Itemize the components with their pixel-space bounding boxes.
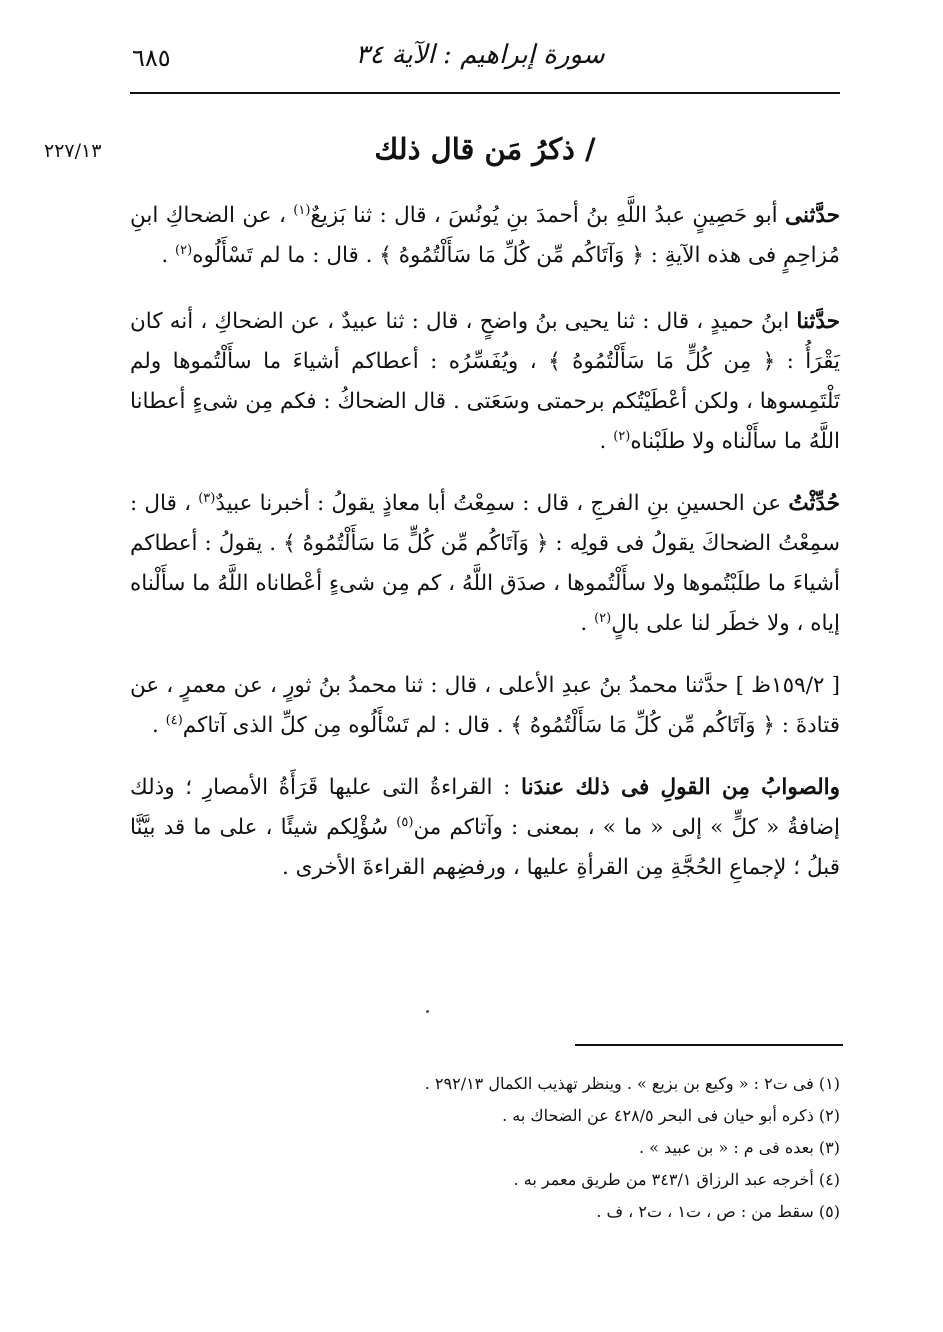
- paragraph-1: [130, 196, 840, 276]
- main-text: [130, 196, 840, 910]
- paragraph-lead: حُدِّثْتُ: [788, 491, 840, 516]
- footnote-marker[interactable]: (٥): [396, 814, 414, 830]
- footnote-4: (٤) أخرجه عبد الرزاق ٣٤٣/١ من طريق معمر به .: [513, 1170, 840, 1189]
- footnote-3: (٣) بعده فى م : « بن عبيد » .: [639, 1138, 840, 1157]
- paragraph-text: ، قال : سمِعْتُ الضحاكَ يقولُ فى قولِه : ﴿ وَآتَاكُم مِّن كُلٍّ مَا سَأَلْتُمُوهُ ﴾ . يقولُ : أعطاكم أشياءَ ما طلَبْتُموها ولا سأَلْتُموها ، صدَق اللَّهُ ، كم مِن شىءٍ أعْطاناه اللَّهُ ما سأَلْناه إياه ، ولا خطَر لنا على بالٍ: [130, 491, 840, 636]
- header-rule: [130, 92, 840, 94]
- footnote-rule: [575, 1044, 843, 1046]
- footnote-marker[interactable]: (١): [293, 202, 311, 218]
- footnote-5: (٥) سقط من : ص ، ت١ ، ت٢ ، ف .: [596, 1202, 840, 1221]
- page-number: ٦٨٥: [132, 44, 171, 72]
- footnote-marker[interactable]: (٢): [175, 242, 193, 258]
- stray-mark: [426, 1010, 429, 1013]
- paragraph-text: أبو حَصِينٍ عبدُ اللَّهِ بنُ أحمدَ بنِ يُونُسَ ، قال : ثنا بَزيعٌ: [310, 203, 786, 228]
- footnote-marker[interactable]: (٢): [613, 428, 631, 444]
- footnote-marker[interactable]: (٣): [198, 490, 216, 506]
- paragraph-text: عن الحسينِ بنِ الفرجِ ، قال : سمِعْتُ أبا معاذٍ يقولُ : أخبرنا عبيدٌ: [215, 491, 789, 516]
- footnote-2: (٢) ذكره أبو حيان فى البحر ٤٢٨/٥ عن الضحاك به .: [502, 1106, 840, 1125]
- footnote-marker[interactable]: (٤): [165, 712, 183, 728]
- paragraph-text: سُؤْلِكم شيئًا ، على ما قد بيَّنَّا قبلُ ؛ لإجماعِ الحُجَّةِ مِن القرأةِ عليها ، ورفضِهم القراءةَ الأخرى .: [130, 815, 840, 880]
- paragraph-text: : القراءةُ التى عليها قَرَأَةُ الأمصارِ ؛ وذلك إضافةُ « كلٍّ » إلى « ما » ، بمعنى : وآتاكم من: [130, 775, 840, 840]
- section-title: / ذكرُ مَن قال ذلك: [374, 132, 596, 166]
- paragraph-text: ابنُ حميدٍ ، قال : ثنا يحيى بنُ واضحٍ ، قال : ثنا عبيدٌ ، عن الضحاكِ ، أنه كان يَقْرَأُ : ﴿ مِن كُلٍّ مَا سَأَلْتُمُوهُ ﴾ ، ويُفَسِّرُه : أعطاكم أشياءَ ما سأَلْتُموها ولم تَلْتَمِسوها ، ولكن أعْطَيْتُكم برحمتى وسَعَتى . قال الضحاكُ : فكم مِن شىءٍ أعطانا اللَّهُ ما سأَلْناه ولا طلَبْناه: [130, 309, 840, 454]
- footnotes: [130, 1068, 840, 1228]
- footnote-1: (١) فى ت٢ : « وكيع بن بزيع » . وينظر تهذيب الكمال ٢٩٢/١٣ .: [424, 1074, 840, 1093]
- paragraph-2: [130, 302, 840, 462]
- paragraph-lead: حدَّثنا: [796, 309, 840, 334]
- paragraph-text: .: [161, 243, 176, 268]
- paragraph-text: .: [580, 611, 595, 636]
- paragraph-text: .: [599, 429, 614, 454]
- paragraph-text: .: [151, 713, 166, 738]
- paragraph-3: [130, 484, 840, 644]
- footnote-marker[interactable]: (٢): [594, 610, 612, 626]
- paragraph-text: [ ١٥٩/٢ظ ] حدَّثنا محمدُ بنُ عبدِ الأعلى ، قال : ثنا محمدُ بنُ ثورٍ ، عن معمرٍ ، عن قتادةَ : ﴿ وَآتَاكُم مِّن كُلِّ مَا سَأَلْتُمُوهُ ﴾ . قال : لم تَسْأَلُوه مِن كلِّ الذى آتاكم: [130, 673, 840, 738]
- margin-reference: ٢٢٧/١٣: [44, 140, 102, 162]
- running-title: سورة إبراهيم : الآية ٣٤: [355, 40, 605, 70]
- paragraph-4: [130, 666, 840, 746]
- paragraph-lead: حدَّثنى: [785, 203, 840, 228]
- paragraph-text: ، عن الضحاكِ ابنِ مُزاحِمٍ فى هذه الآيةِ : ﴿ وَآتَاكُم مِّن كُلِّ مَا سَأَلْتُمُوهُ ﴾ . قال : ما لم تَسْأَلُوه: [130, 203, 840, 268]
- paragraph-5: [130, 768, 840, 888]
- paragraph-lead: والصوابُ مِن القولِ فى ذلك عندَنا: [521, 775, 841, 800]
